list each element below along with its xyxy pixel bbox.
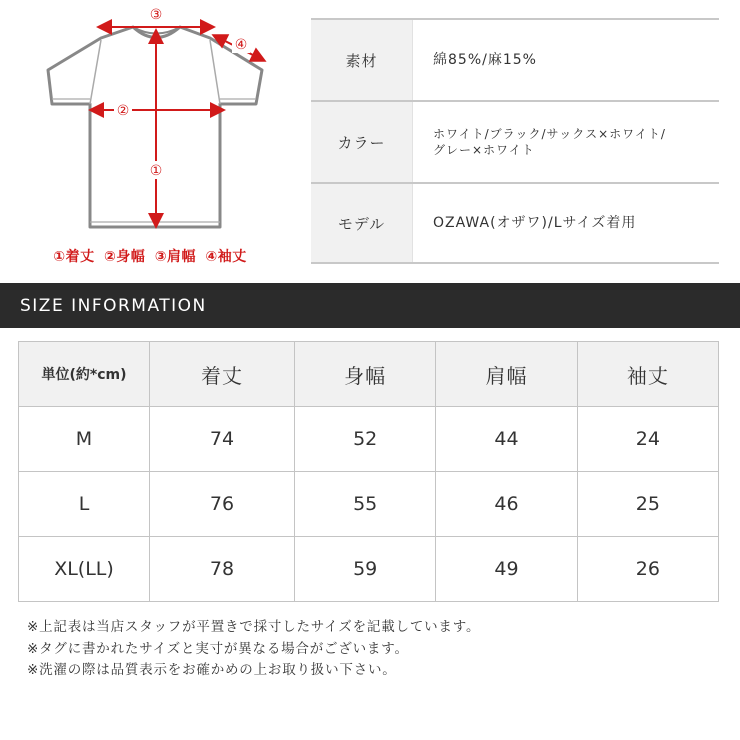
marker-sleeve: ④ bbox=[234, 37, 248, 53]
table-cell: 24 bbox=[577, 407, 718, 472]
table-row bbox=[19, 407, 719, 472]
spec-row-material bbox=[311, 18, 719, 100]
section-header: SIZE INFORMATION bbox=[0, 283, 740, 328]
measurement-diagram bbox=[0, 0, 300, 275]
table-row bbox=[19, 537, 719, 602]
table-header-row bbox=[19, 342, 719, 407]
header-unit: 単位(約*cm) bbox=[19, 342, 150, 407]
table-cell: 49 bbox=[436, 537, 577, 602]
measurement-legend bbox=[0, 246, 300, 266]
size-name: XL(LL) bbox=[19, 537, 150, 602]
table-cell: 55 bbox=[295, 472, 436, 537]
table-cell: 46 bbox=[436, 472, 577, 537]
note-line: ※洗濯の際は品質表示をお確かめの上お取り扱い下さい。 bbox=[27, 662, 397, 678]
table-cell: 76 bbox=[150, 472, 295, 537]
table-cell: 44 bbox=[436, 407, 577, 472]
marker-body-width: ② bbox=[116, 103, 130, 119]
spec-table bbox=[311, 18, 719, 264]
spec-value: 綿85%/麻15% bbox=[433, 52, 537, 68]
spec-row-model bbox=[311, 182, 719, 264]
header-body-width: 身幅 bbox=[295, 342, 436, 407]
marker-length: ① bbox=[149, 163, 163, 179]
size-name: M bbox=[19, 407, 150, 472]
note-line: ※タグに書かれたサイズと実寸が異なる場合がございます。 bbox=[27, 640, 409, 657]
table-cell: 52 bbox=[295, 407, 436, 472]
spec-value: OZAWA(オザワ)/Lサイズ着用 bbox=[433, 215, 637, 231]
spec-label: カラー bbox=[311, 102, 413, 182]
legend-body-width: ②身幅 bbox=[103, 249, 146, 265]
spec-row-color bbox=[311, 100, 719, 182]
tshirt-illustration bbox=[0, 0, 300, 245]
size-table bbox=[18, 341, 719, 602]
notes bbox=[27, 617, 727, 682]
header-sleeve: 袖丈 bbox=[577, 342, 718, 407]
header-shoulder: 肩幅 bbox=[436, 342, 577, 407]
table-cell: 26 bbox=[577, 537, 718, 602]
spec-label: 素材 bbox=[311, 20, 413, 100]
table-row bbox=[19, 472, 719, 537]
table-cell: 78 bbox=[150, 537, 295, 602]
header-length: 着丈 bbox=[150, 342, 295, 407]
legend-sleeve: ④袖丈 bbox=[205, 249, 247, 265]
size-name: L bbox=[19, 472, 150, 537]
spec-label: モデル bbox=[311, 184, 413, 262]
table-cell: 25 bbox=[577, 472, 718, 537]
legend-shoulder: ③肩幅 bbox=[154, 249, 197, 265]
table-cell: 59 bbox=[295, 537, 436, 602]
note-line: ※上記表は当店スタッフが平置きで採寸したサイズを記載しています。 bbox=[27, 619, 481, 635]
spec-value: ホワイト/ブラック/サックス×ホワイト/ グレー×ホワイト bbox=[433, 127, 666, 157]
legend-length: ①着丈 bbox=[53, 249, 95, 265]
table-cell: 74 bbox=[150, 407, 295, 472]
marker-shoulder: ③ bbox=[149, 7, 163, 23]
